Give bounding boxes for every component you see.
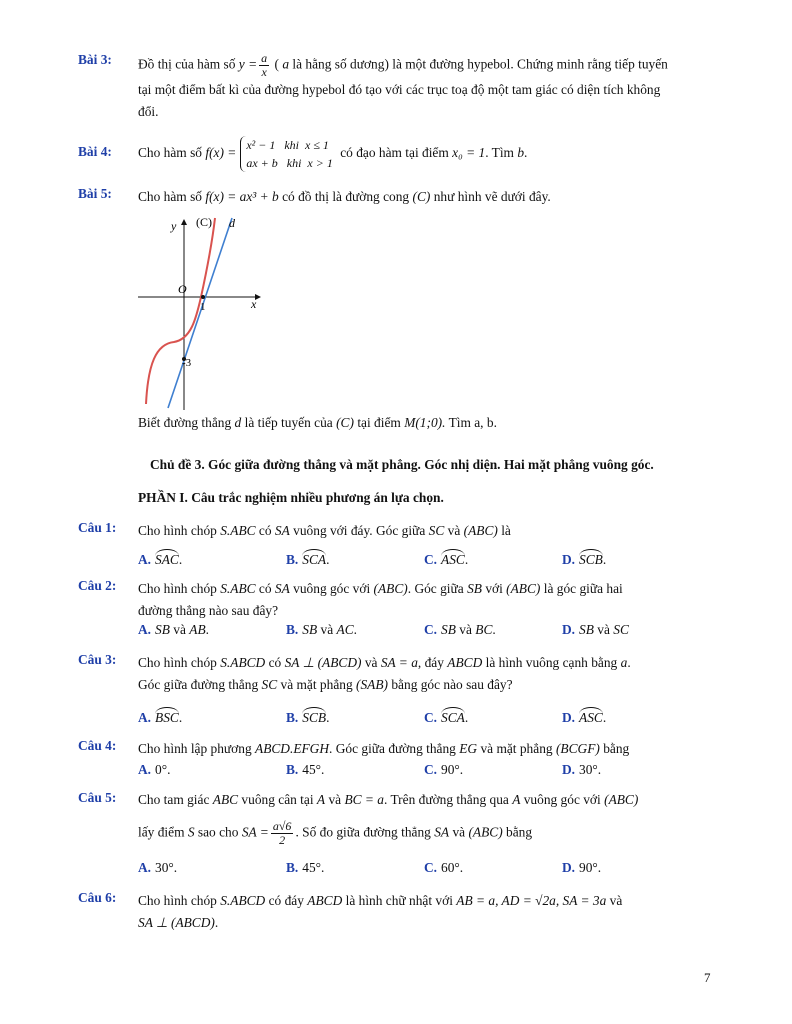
option-key: A.: [138, 762, 152, 777]
text: có đáy: [268, 893, 304, 908]
text: có: [268, 655, 282, 670]
math: ax + b: [246, 156, 278, 170]
text: là hình vuông cạnh bằng: [485, 655, 618, 670]
text: là góc giữa hai: [543, 581, 623, 596]
text: và: [364, 655, 378, 670]
exercise-5-continued: [78, 412, 718, 436]
math: ABCD: [447, 655, 483, 670]
angle: SCB: [302, 706, 326, 726]
math: BC: [475, 622, 493, 637]
text: Đồ thị của hàm số: [138, 56, 236, 72]
option-value: 45°.: [302, 762, 325, 777]
question-label: Câu 4:: [78, 738, 117, 753]
text: .: [602, 710, 607, 725]
option-key: C.: [424, 762, 438, 777]
text: có: [258, 581, 272, 596]
x-axis-label: x: [251, 297, 257, 311]
math: (ABC): [468, 824, 503, 840]
text: tại điểm: [357, 415, 401, 430]
text: và: [173, 622, 186, 637]
math: (ABC): [506, 581, 541, 596]
math: SB: [467, 581, 482, 596]
option-c[interactable]: [424, 860, 463, 876]
answer-options: [138, 860, 738, 880]
text: . Tìm: [485, 145, 514, 161]
text: .: [178, 710, 183, 725]
math: SA: [274, 523, 290, 538]
angle: ASC: [579, 706, 603, 726]
math: SB: [441, 622, 456, 637]
angle: BSC: [155, 706, 179, 726]
math: SA: [434, 824, 450, 840]
text: .: [464, 552, 469, 567]
exercise-4: [78, 136, 718, 176]
math: a: [282, 56, 290, 72]
text: như hình vẽ dưới đây.: [433, 189, 551, 204]
math: f(x) =: [205, 145, 237, 161]
text: Cho hình chóp: [138, 655, 217, 670]
text: và: [597, 622, 610, 637]
text: sao cho: [197, 824, 239, 840]
option-key: D.: [562, 710, 576, 725]
text: Cho hàm số: [138, 145, 202, 161]
question-label: Câu 1:: [78, 520, 117, 535]
math: SA ⊥ (ABCD): [138, 915, 215, 930]
question-1: [78, 520, 718, 570]
option-c[interactable]: [424, 706, 468, 726]
option-value: 0°.: [155, 762, 171, 777]
text: đổi.: [138, 104, 159, 119]
text: với: [485, 581, 503, 596]
angle: SCB: [579, 548, 603, 568]
option-key: D.: [562, 622, 576, 637]
text: là tiếp tuyến của: [244, 415, 333, 430]
exercise-label: Bài 5:: [78, 186, 112, 201]
question-text: [138, 738, 718, 760]
answer-options: [138, 622, 738, 642]
denominator: x: [261, 65, 267, 79]
text: tại một điểm bất kì của đường hypebol đó tạo với các trục toạ độ một tam giác có diện tích không: [138, 82, 661, 97]
text: vuông góc với: [293, 581, 371, 596]
math: SC: [613, 622, 629, 637]
topic-title: Chủ đề 3. Góc giữa đường thẳng và mặt phẳng. Góc nhị diện. Hai mặt phẳng vuông góc.: [150, 457, 654, 472]
math: A: [512, 792, 521, 807]
angle: SAC: [155, 548, 179, 568]
option-b[interactable]: [286, 860, 324, 876]
question-label: Câu 5:: [78, 790, 117, 805]
text: .: [524, 145, 528, 161]
denominator: 2: [279, 833, 286, 847]
point-m: [201, 295, 205, 299]
option-c[interactable]: [424, 622, 496, 638]
math: (ABC): [463, 523, 498, 538]
text: vuông cân tại: [241, 792, 314, 807]
question-text: [138, 790, 718, 810]
option-a[interactable]: [138, 622, 209, 638]
math: BC = a: [344, 792, 385, 807]
text: bằng: [603, 741, 630, 756]
option-a[interactable]: [138, 762, 170, 778]
math: (BCGF): [555, 741, 600, 756]
math: f(x) = ax³ + b: [205, 189, 279, 204]
math: AC: [336, 622, 354, 637]
text: là hình chữ nhật với: [345, 893, 453, 908]
tick-label-1: 1: [200, 301, 206, 313]
fraction: [259, 52, 269, 79]
option-key: B.: [286, 622, 299, 637]
math: (C): [336, 415, 354, 430]
math: SA =: [241, 824, 269, 840]
math: ABC: [212, 792, 239, 807]
option-value: 90°.: [441, 762, 464, 777]
text: có đạo hàm tại điểm: [340, 145, 449, 161]
text: Góc giữa đường thẳng: [138, 677, 259, 692]
text: .: [326, 552, 330, 567]
text: là: [501, 523, 511, 538]
answer-options: [138, 762, 738, 782]
math: S: [187, 824, 195, 840]
math: SC: [261, 677, 278, 692]
option-b[interactable]: [286, 622, 357, 638]
question-3: [78, 652, 718, 728]
exercise-label: Bài 3:: [78, 52, 112, 67]
origin-label: O: [178, 282, 187, 296]
text: . Góc giữa đường thẳng: [329, 741, 456, 756]
text: . Trên đường thẳng qua: [384, 792, 509, 807]
math: khi: [284, 138, 300, 152]
text: và: [447, 523, 461, 538]
math: AB: [189, 622, 206, 637]
exercise-label: Bài 4:: [78, 144, 112, 159]
option-a[interactable]: [138, 860, 177, 876]
question-text-line-2: [138, 820, 718, 847]
option-b[interactable]: [286, 706, 329, 726]
text: và: [320, 622, 334, 637]
text: và mặt phẳng: [480, 741, 553, 756]
math: S.ABC: [220, 581, 256, 596]
exercise-text: [138, 52, 718, 123]
math: ABCD.EFGH: [255, 741, 330, 756]
text: . Góc giữa: [407, 581, 464, 596]
text: Cho hình chóp: [138, 893, 217, 908]
math: d: [234, 415, 242, 430]
question-text: [138, 578, 718, 622]
option-a[interactable]: [138, 548, 182, 568]
numerator: a√6: [272, 819, 292, 833]
math: x₀ = 1: [452, 145, 486, 161]
math: khi: [286, 156, 302, 170]
text: Cho hình lập phương: [138, 741, 252, 756]
math: SC: [428, 523, 445, 538]
numerator: a: [261, 51, 268, 65]
text: bằng: [506, 824, 533, 840]
option-d[interactable]: [562, 762, 601, 778]
text: .: [353, 622, 357, 637]
angle: SCA: [302, 548, 326, 568]
text: lấy điểm: [138, 824, 185, 840]
option-value: 90°.: [579, 860, 602, 875]
math: (ABC): [373, 581, 408, 596]
question-5: [78, 790, 718, 886]
option-key: B.: [286, 552, 299, 567]
text: Cho tam giác: [138, 792, 210, 807]
question-6: [78, 890, 718, 936]
angle: ASC: [441, 548, 465, 568]
math: x > 1: [307, 156, 333, 170]
answer-options: [138, 706, 738, 726]
option-key: D.: [562, 860, 576, 875]
math: x² − 1: [246, 138, 276, 152]
math: SA ⊥ (ABCD): [284, 655, 362, 670]
text: Cho hình chóp: [138, 523, 217, 538]
tick-label-minus-3: -3: [182, 357, 192, 369]
math: A: [316, 792, 326, 807]
math: x ≤ 1: [305, 138, 329, 152]
text: . Số đo giữa đường thẳng: [295, 824, 431, 840]
text: .: [326, 710, 330, 725]
text: .: [602, 552, 607, 567]
text: .: [627, 655, 631, 670]
option-key: A.: [138, 552, 152, 567]
math: (SAB): [356, 677, 388, 692]
y-axis-label: y: [171, 219, 177, 233]
option-b[interactable]: [286, 548, 329, 568]
text: (: [274, 56, 279, 72]
math: y =: [238, 56, 258, 72]
text: .: [214, 915, 219, 930]
option-value: 60°.: [441, 860, 464, 875]
math: SA: [274, 581, 290, 596]
text: và: [459, 622, 472, 637]
text: và: [609, 893, 623, 908]
text: Cho hình chóp: [138, 581, 217, 596]
option-c[interactable]: [424, 548, 468, 568]
function-graph: [136, 214, 266, 410]
math: b: [517, 145, 525, 161]
question-label: Câu 6:: [78, 890, 117, 905]
text: .: [492, 622, 496, 637]
angle: SCA: [441, 706, 465, 726]
option-key: B.: [286, 762, 299, 777]
text: .: [178, 552, 183, 567]
question-2: [78, 578, 718, 642]
option-key: B.: [286, 860, 299, 875]
page-number: 7: [704, 970, 711, 985]
option-value: 30°.: [579, 762, 602, 777]
math: SB: [155, 622, 170, 637]
option-value: 45°.: [302, 860, 325, 875]
option-d[interactable]: [562, 548, 606, 568]
option-d[interactable]: [562, 706, 606, 726]
exercise-text: [138, 136, 718, 172]
text: đường thẳng nào sau đây?: [138, 603, 279, 618]
text: và: [328, 792, 342, 807]
math: M(1;0).: [404, 415, 446, 430]
option-value: 30°.: [155, 860, 178, 875]
option-key: A.: [138, 860, 152, 875]
option-d[interactable]: [562, 622, 629, 638]
question-text: [138, 652, 718, 696]
text: vuông với đáy. Góc giữa: [293, 523, 426, 538]
text: và mặt phẳng: [280, 677, 353, 692]
math: (C): [412, 189, 431, 204]
text: và: [452, 824, 466, 840]
option-key: C.: [424, 622, 438, 637]
text: Tìm a, b.: [448, 415, 497, 430]
option-key: A.: [138, 710, 152, 725]
math: (ABC): [604, 792, 639, 807]
math: S.ABCD: [220, 655, 266, 670]
text: Cho hàm số: [138, 189, 202, 204]
text: có: [258, 523, 272, 538]
option-key: C.: [424, 552, 438, 567]
text: .: [205, 622, 209, 637]
option-c[interactable]: [424, 762, 463, 778]
math: SB: [302, 622, 318, 637]
line-label: d: [229, 216, 235, 230]
answer-options: [138, 548, 738, 568]
question-label: Câu 3:: [78, 652, 117, 667]
question-text: [138, 520, 718, 542]
text: .: [464, 710, 469, 725]
exercise-3: [78, 52, 718, 122]
question-text: [138, 890, 718, 934]
exercise-5: [78, 186, 718, 216]
math: EG: [459, 741, 478, 756]
option-d[interactable]: [562, 860, 601, 876]
math: ABCD: [307, 893, 343, 908]
exercise-text: [138, 412, 718, 434]
question-4: [78, 738, 718, 782]
option-key: B.: [286, 710, 299, 725]
option-b[interactable]: [286, 762, 324, 778]
text: vuông góc với: [523, 792, 601, 807]
math: AB = a, AD = √2a, SA = 3a: [456, 893, 607, 908]
option-key: D.: [562, 762, 576, 777]
text: , đáy: [417, 655, 444, 670]
piecewise-system: [240, 136, 333, 172]
text: là hằng số dương) là một đường hypebol. Chứng minh rằng tiếp tuyến: [292, 56, 668, 72]
text: bằng góc nào sau đây?: [391, 677, 513, 692]
question-label: Câu 2:: [78, 578, 117, 593]
curve-label: (C): [196, 215, 212, 229]
part-title: PHẦN I. Câu trắc nghiệm nhiều phương án lựa chọn.: [138, 490, 444, 505]
fraction: [271, 820, 294, 847]
math: S.ABCD: [220, 893, 266, 908]
text: có đồ thị là đường cong: [282, 189, 410, 204]
option-key: C.: [424, 860, 438, 875]
option-a[interactable]: [138, 706, 182, 726]
text: Biết đường thẳng: [138, 415, 232, 430]
math: SB: [579, 622, 594, 637]
exercise-text: [138, 186, 718, 208]
option-key: C.: [424, 710, 438, 725]
option-key: D.: [562, 552, 576, 567]
option-key: A.: [138, 622, 152, 637]
tangent-line-d: [168, 218, 232, 408]
math: a: [620, 655, 628, 670]
math: SA = a: [380, 655, 418, 670]
math: S.ABC: [220, 523, 256, 538]
